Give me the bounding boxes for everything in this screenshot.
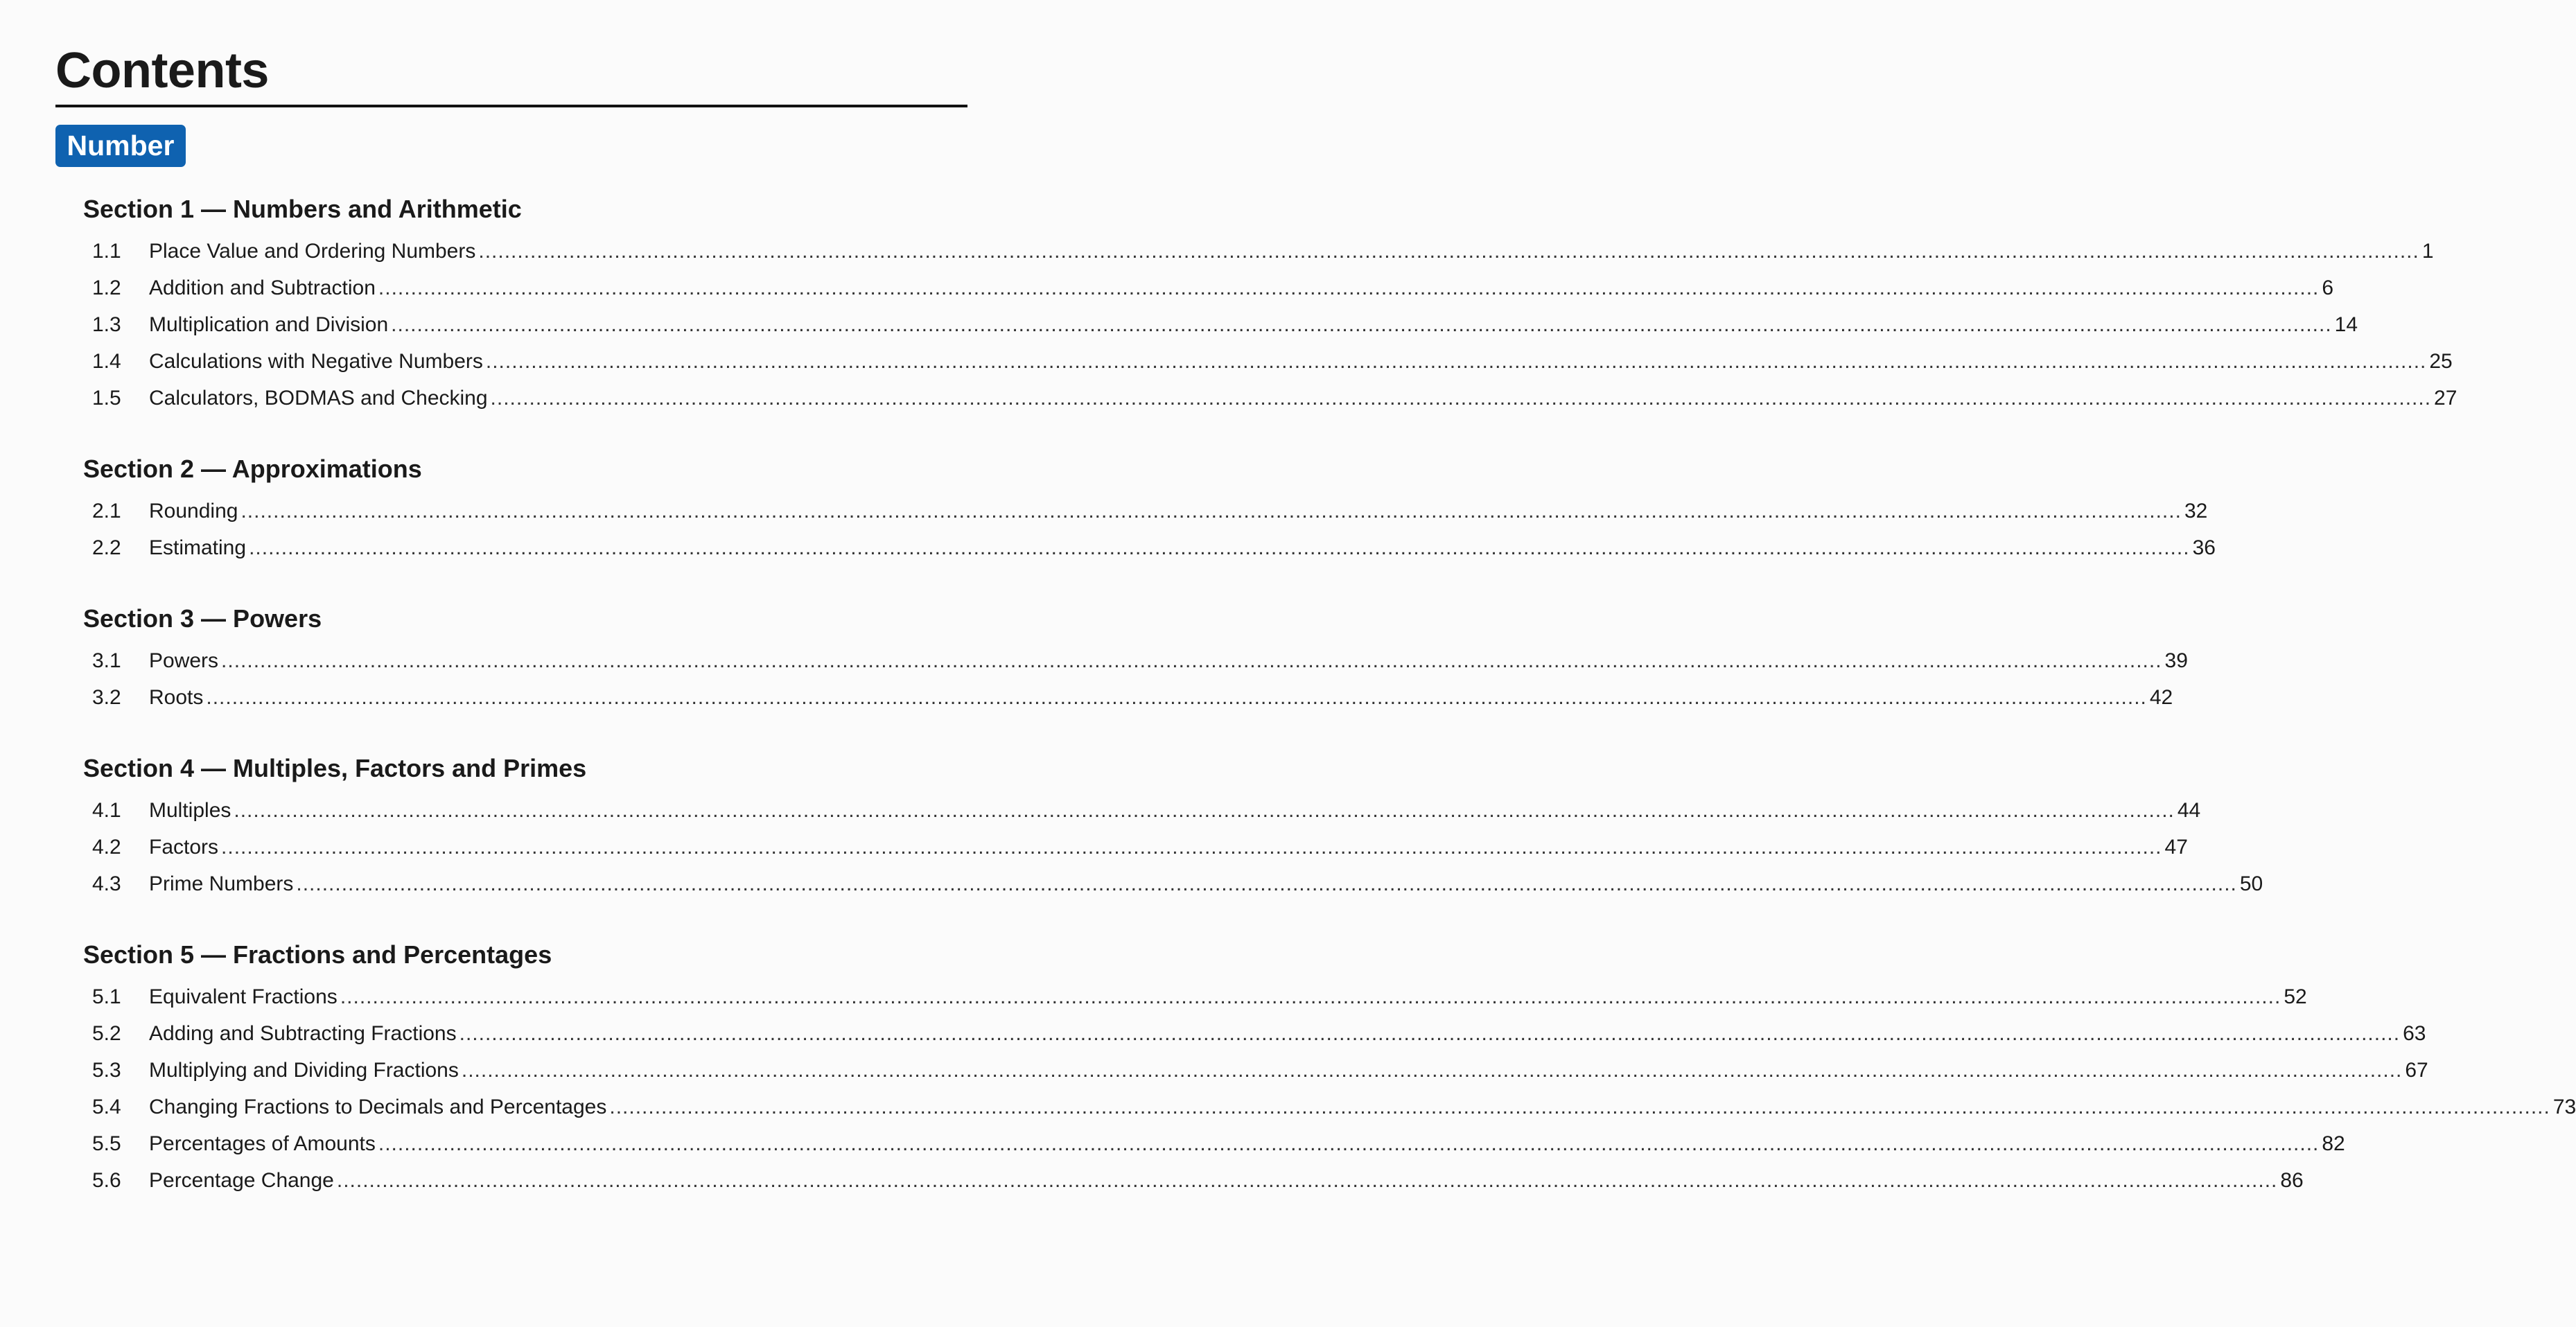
toc-entry-label: Prime Numbers bbox=[149, 872, 294, 895]
dot-leader: ............................................................................................................................................................................................................................................................................................................ bbox=[378, 1132, 2320, 1155]
dot-leader: ............................................................................................................................................................................................................................................................................................................ bbox=[206, 686, 2147, 709]
toc-entry-number: 5.6 bbox=[92, 1169, 121, 1192]
toc-entry-number: 5.3 bbox=[92, 1059, 121, 1082]
dot-leader: ............................................................................................................................................................................................................................................................................................................ bbox=[478, 240, 2419, 263]
dot-leader: ............................................................................................................................................................................................................................................................................................................ bbox=[221, 649, 2162, 672]
toc-entry-page: 47 bbox=[2164, 836, 2188, 859]
toc-entry-number: 2.2 bbox=[92, 536, 121, 559]
toc-entry[interactable] bbox=[83, 233, 2434, 270]
toc-entry[interactable] bbox=[83, 1089, 2576, 1125]
dot-leader: ............................................................................................................................................................................................................................................................................................................ bbox=[249, 536, 2190, 559]
section-title: Section 4 — Multiples, Factors and Primes bbox=[83, 754, 587, 782]
toc-entry-page: 52 bbox=[2284, 985, 2307, 1008]
toc-entry-number: 5.5 bbox=[92, 1132, 121, 1155]
dot-leader: ............................................................................................................................................................................................................................................................................................................ bbox=[240, 500, 2182, 522]
section-title: Section 1 — Numbers and Arithmetic bbox=[83, 195, 522, 223]
toc-entry-number: 2.1 bbox=[92, 500, 121, 522]
toc-entry-page: 42 bbox=[2149, 686, 2173, 709]
toc-entry-number: 4.3 bbox=[92, 872, 121, 895]
toc-entry-page: 50 bbox=[2239, 872, 2263, 895]
dot-leader: ............................................................................................................................................................................................................................................................................................................ bbox=[296, 872, 2237, 895]
toc-entry[interactable] bbox=[83, 865, 2263, 902]
toc-entry-label: Calculators, BODMAS and Checking bbox=[149, 387, 488, 410]
toc-entry-label: Powers bbox=[149, 649, 219, 672]
toc-entry-label: Multiples bbox=[149, 799, 231, 822]
table-of-contents bbox=[83, 186, 2576, 1228]
toc-entry-page: 25 bbox=[2429, 350, 2453, 373]
toc-entry[interactable] bbox=[83, 792, 2201, 829]
toc-entry-label: Equivalent Fractions bbox=[149, 985, 338, 1008]
toc-entry-label: Calculations with Negative Numbers bbox=[149, 350, 483, 373]
toc-entry-page: 39 bbox=[2164, 649, 2188, 672]
toc-entry-page: 86 bbox=[2280, 1169, 2304, 1192]
toc-entry-label: Multiplying and Dividing Fractions bbox=[149, 1059, 459, 1082]
toc-entry-label: Factors bbox=[149, 836, 219, 859]
toc-entry-number: 5.4 bbox=[92, 1096, 121, 1118]
toc-entry[interactable] bbox=[83, 270, 2334, 306]
toc-entry[interactable] bbox=[83, 1015, 2426, 1052]
toc-entry-label: Changing Fractions to Decimals and Percentages bbox=[149, 1096, 607, 1118]
toc-entry[interactable] bbox=[83, 829, 2188, 865]
title-rule bbox=[55, 105, 967, 107]
section-block bbox=[83, 745, 2263, 902]
toc-entry-page: 67 bbox=[2405, 1059, 2428, 1082]
toc-entry-number: 4.1 bbox=[92, 799, 121, 822]
toc-entry-label: Addition and Subtraction bbox=[149, 276, 376, 299]
toc-entry[interactable] bbox=[83, 1052, 2428, 1089]
toc-entry-number: 1.1 bbox=[92, 240, 121, 263]
toc-entry-number: 4.2 bbox=[92, 836, 121, 859]
dot-leader: ............................................................................................................................................................................................................................................................................................................ bbox=[459, 1022, 2401, 1045]
dot-leader: ............................................................................................................................................................................................................................................................................................................ bbox=[221, 836, 2162, 859]
toc-entry[interactable] bbox=[83, 343, 2453, 380]
toc-entry-page: 27 bbox=[2434, 387, 2457, 410]
toc-entry-page: 14 bbox=[2334, 313, 2358, 336]
toc-entry-number: 1.4 bbox=[92, 350, 121, 373]
section-block bbox=[83, 186, 2457, 416]
toc-entry[interactable] bbox=[83, 529, 2216, 566]
toc-entry[interactable] bbox=[83, 978, 2307, 1015]
toc-entry-number: 5.1 bbox=[92, 985, 121, 1008]
toc-entry-page: 32 bbox=[2184, 500, 2208, 522]
dot-leader: ............................................................................................................................................................................................................................................................................................................ bbox=[461, 1059, 2403, 1082]
toc-entry-page: 44 bbox=[2177, 799, 2201, 822]
toc-entry-number: 3.1 bbox=[92, 649, 121, 672]
section-title: Section 5 — Fractions and Percentages bbox=[83, 940, 552, 969]
toc-entry[interactable] bbox=[83, 380, 2457, 416]
toc-entry-page: 6 bbox=[2322, 276, 2334, 299]
toc-entry[interactable] bbox=[83, 1125, 2345, 1162]
dot-leader: ............................................................................................................................................................................................................................................................................................................ bbox=[234, 799, 2175, 822]
dot-leader: ............................................................................................................................................................................................................................................................................................................ bbox=[336, 1169, 2278, 1192]
toc-entry-number: 1.5 bbox=[92, 387, 121, 410]
toc-entry-label: Place Value and Ordering Numbers bbox=[149, 240, 476, 263]
toc-entry-number: 5.2 bbox=[92, 1022, 121, 1045]
toc-entry-label: Percentage Change bbox=[149, 1169, 334, 1192]
dot-leader: ............................................................................................................................................................................................................................................................................................................ bbox=[378, 276, 2320, 299]
toc-entry-label: Multiplication and Division bbox=[149, 313, 389, 336]
toc-entry-label: Percentages of Amounts bbox=[149, 1132, 376, 1155]
section-title: Section 2 — Approximations bbox=[83, 455, 422, 483]
toc-entry-label: Roots bbox=[149, 686, 204, 709]
section-block bbox=[83, 931, 2576, 1199]
toc-entry-page: 63 bbox=[2403, 1022, 2426, 1045]
section-title: Section 3 — Powers bbox=[83, 604, 322, 633]
toc-entry-label: Rounding bbox=[149, 500, 238, 522]
toc-entry-page: 36 bbox=[2192, 536, 2216, 559]
toc-entry-page: 1 bbox=[2421, 240, 2434, 263]
dot-leader: ............................................................................................................................................................................................................................................................................................................ bbox=[340, 985, 2281, 1008]
dot-leader: ............................................................................................................................................................................................................................................................................................................ bbox=[485, 350, 2427, 373]
toc-entry-number: 1.2 bbox=[92, 276, 121, 299]
toc-entry-label: Estimating bbox=[149, 536, 247, 559]
toc-entry[interactable] bbox=[83, 679, 2173, 716]
toc-entry-page: 73 bbox=[2552, 1096, 2576, 1118]
toc-entry-number: 3.2 bbox=[92, 686, 121, 709]
toc-entry[interactable] bbox=[83, 493, 2208, 529]
dot-leader: ............................................................................................................................................................................................................................................................................................................ bbox=[490, 387, 2432, 410]
toc-entry-number: 1.3 bbox=[92, 313, 121, 336]
page-title: Contents bbox=[55, 43, 269, 98]
toc-entry[interactable] bbox=[83, 642, 2188, 679]
toc-entry[interactable] bbox=[83, 1162, 2304, 1199]
dot-leader: ............................................................................................................................................................................................................................................................................................................ bbox=[609, 1096, 2550, 1118]
toc-entry-page: 82 bbox=[2322, 1132, 2345, 1155]
section-block bbox=[83, 446, 2216, 566]
part-badge: Number bbox=[55, 125, 186, 167]
section-block bbox=[83, 595, 2188, 716]
toc-entry-label: Adding and Subtracting Fractions bbox=[149, 1022, 457, 1045]
dot-leader: ............................................................................................................................................................................................................................................................................................................ bbox=[391, 313, 2332, 336]
toc-entry[interactable] bbox=[83, 306, 2358, 343]
